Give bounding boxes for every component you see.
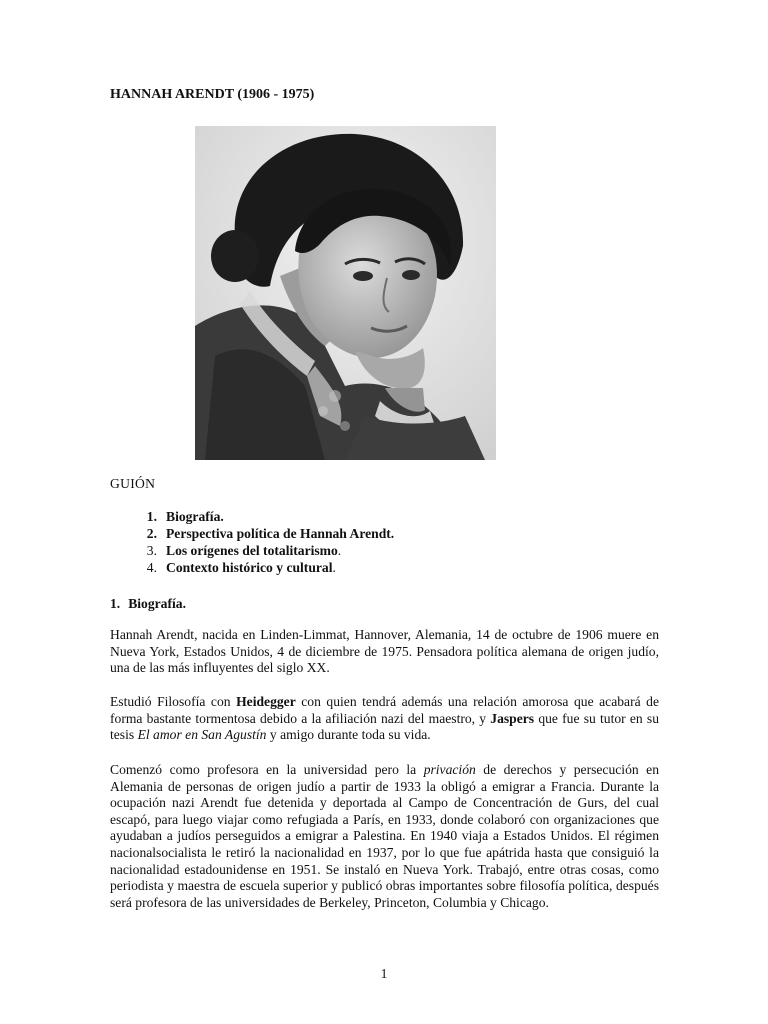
text-run: Estudió Filosofía con (110, 694, 237, 709)
toc-item-label: Contexto histórico y cultural (166, 560, 333, 575)
text-run: de derechos y persecución en Alemania de personas de origen judío a partir de 1933 la obligó a emigrar a Francia. Durante la ocupación nazi Arendt fue detenida y deportada al Campo de Concentración de Gurs, del cual escapó, para luego viajar como refugiada a París, en 1933, donde colaboró con organizaciones que ayudaban a judíos perseguidos a emigrar a Palestina. En 1940 viaja a Estados Unidos. El régimen nacionalsocialista le retiró la nacionalidad en 1937, por lo que fue apátrida hasta que consiguió la nacionalidad estadounidense en 1951. Se instaló en Nueva York. Trabajó, entre otras cosas, como periodista y maestra de escuela superior y publicó obras importantes sobre filosofía política, después será profesora de las universidades de Berkeley, Princeton, Columbia y Chicago. (110, 762, 659, 910)
toc-item-number: 1. (146, 509, 157, 524)
name-jaspers: Jaspers (490, 710, 535, 726)
toc-item-label: Los orígenes del totalitarismo (166, 543, 338, 558)
paragraph-birth-death: Hannah Arendt, nacida en Linden-Limmat, Hannover, Alemania, 14 de octubre de 1906 muere en Nueva York, Estados Unidos, 4 de diciembre de 1975. Pensadora política alemana de origen judío, una de las más influyentes del siglo XX. (110, 627, 659, 676)
name-heidegger: Heidegger (236, 694, 296, 709)
toc-item (110, 526, 394, 543)
emphasis-privacion: privación (423, 762, 476, 777)
section-heading (110, 596, 186, 613)
toc-item-label: Biografía. (166, 509, 224, 524)
text-run: y amigo durante toda su vida. (266, 727, 431, 743)
toc-item-number: 3. (146, 543, 157, 558)
toc-item (110, 560, 394, 577)
toc-item (110, 543, 394, 560)
section-number: 1. (110, 596, 121, 611)
text-run: con quien tendrá además una relación amorosa que acabará de forma bastante tormentosa debido a la afiliación nazi del maestro, y (110, 694, 659, 726)
text-run: Comenzó como profesora en la universidad pero la (110, 762, 424, 777)
table-of-contents (110, 509, 394, 577)
paragraph-studies (110, 694, 659, 744)
section-title: Biografía. (128, 596, 186, 611)
toc-item (110, 509, 394, 526)
guion-heading: GUIÓN (110, 476, 156, 491)
toc-item-trail: . (332, 560, 336, 575)
toc-item-number: 4. (146, 560, 157, 575)
text-run: que fue su tutor en su tesis (110, 710, 659, 743)
toc-item-label: Perspectiva política de Hannah Arendt. (166, 526, 395, 541)
toc-item-number: 2. (146, 526, 157, 541)
document-title: HANNAH ARENDT (1906 - 1975) (110, 87, 315, 102)
thesis-title: El amor en San Agustín (137, 727, 267, 743)
paragraph-career (110, 762, 659, 911)
portrait-image (195, 126, 496, 460)
portrait-photo (195, 126, 496, 460)
page-number: 1 (380, 966, 388, 981)
toc-item-trail: . (337, 543, 342, 558)
